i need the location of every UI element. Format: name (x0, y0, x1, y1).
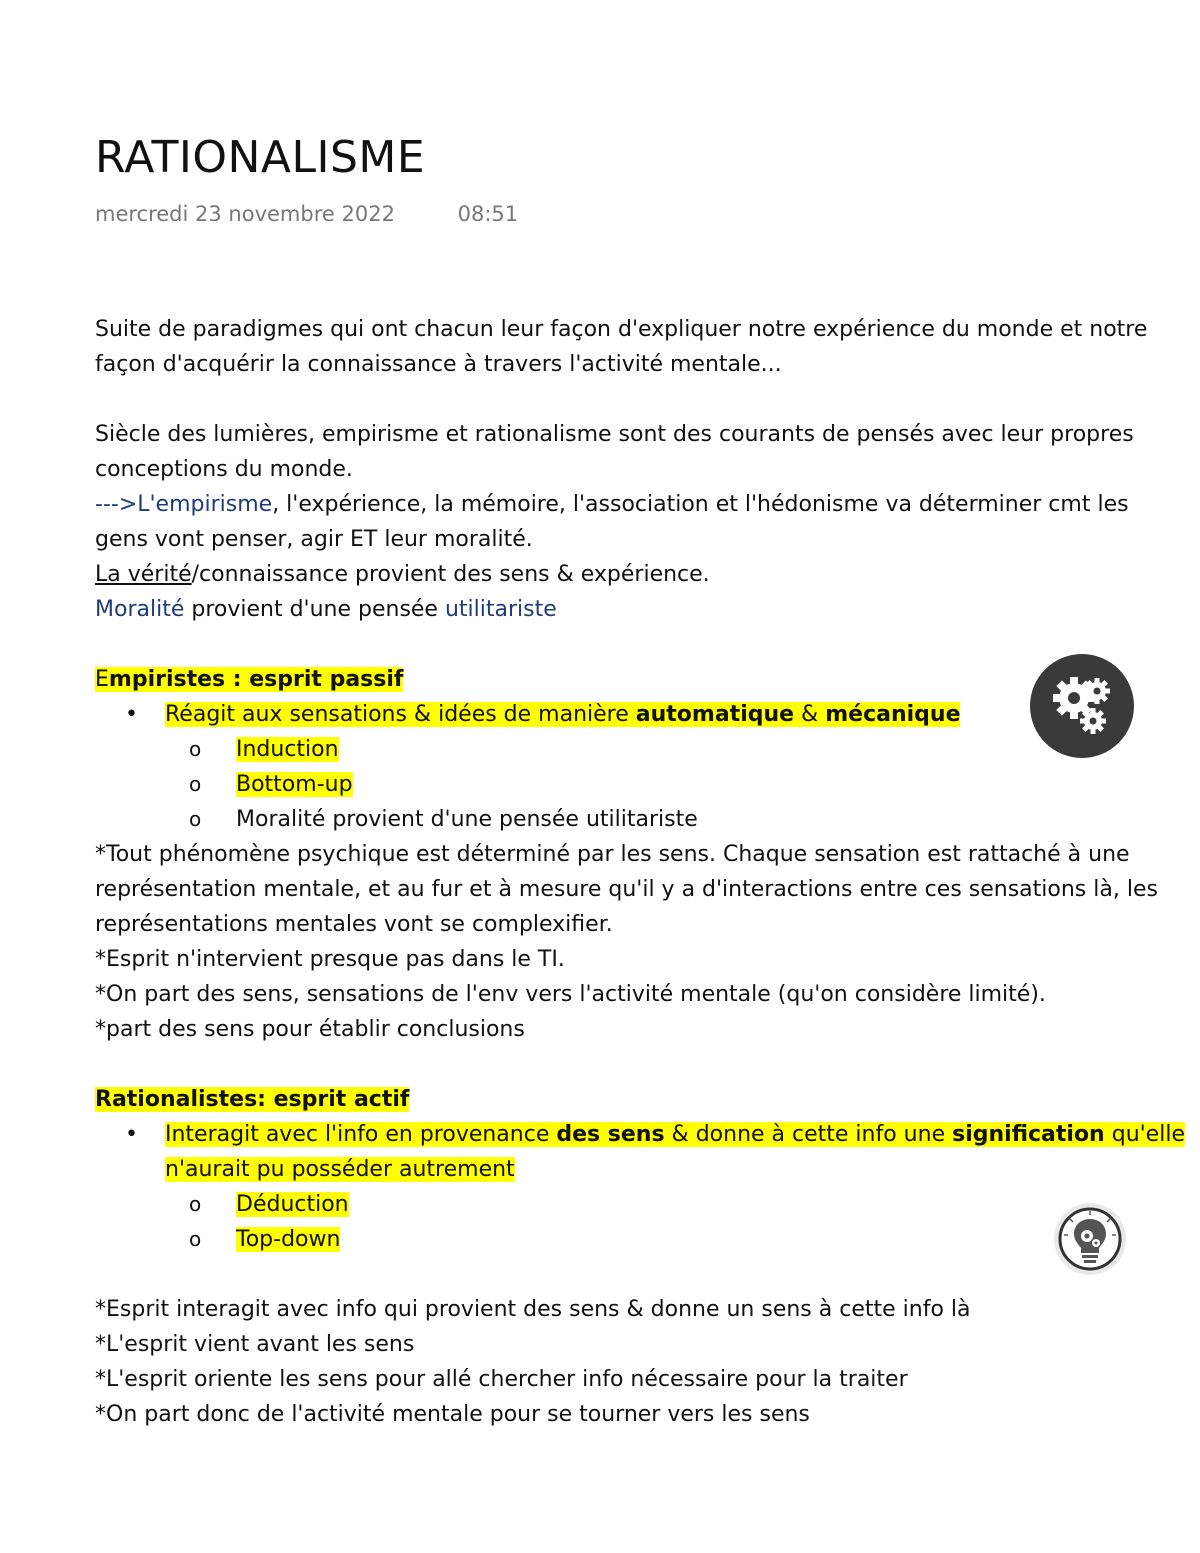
empiristes-note: représentation mentale, et au fur et à mesure qu'il y a d'interactions entre ces sensations là, les (95, 877, 1158, 902)
rationalistes-bullet-pre: Interagit avec l'info en provenance (165, 1122, 557, 1147)
empiristes-heading-e: E (95, 667, 109, 692)
empiristes-sub-item (95, 802, 1200, 837)
verite-line-text: /connaissance provient des sens & expérience. (191, 562, 710, 587)
empiristes-note: *Tout phénomène psychique est déterminé par les sens. Chaque sensation est rattaché à une (95, 842, 1130, 867)
rationalistes-sub-item (95, 1187, 1200, 1222)
bullet-icon: • (125, 1122, 138, 1147)
lightbulb-gear-icon (1050, 1203, 1130, 1283)
sub-item-text: Moralité provient d'une pensée utilitariste (236, 807, 698, 832)
moralite-mid: provient d'une pensée (184, 597, 445, 622)
rationalistes-bullet (95, 1117, 1200, 1152)
note-metadata (95, 202, 518, 226)
gears-icon (1030, 654, 1134, 758)
rationalistes-heading (95, 1082, 1200, 1117)
rationalistes-bullet-line-2: n'aurait pu posséder autrement (165, 1157, 515, 1182)
note-time: 08:51 (457, 202, 519, 226)
siecle-line-1: Siècle des lumières, empirisme et rationalisme sont des courants de pensés avec leur propres (95, 422, 1134, 447)
page-title: RATIONALISME (95, 132, 426, 183)
siecle-line-2: conceptions du monde. (95, 457, 353, 482)
empiristes-bullet-bold-1: automatique (635, 702, 795, 727)
rationalistes-note: *L'esprit vient avant les sens (95, 1332, 415, 1357)
bullet-icon: • (125, 702, 138, 727)
sub-item-text: Bottom-up (236, 772, 353, 797)
intro-line-1: Suite de paradigmes qui ont chacun leur façon d'expliquer notre expérience du monde et notre (95, 317, 1148, 342)
sub-item-text: Induction (236, 737, 339, 762)
sub-bullet-icon: o (189, 1192, 202, 1216)
rationalistes-bullet-bold-2: signification (952, 1122, 1105, 1147)
sub-bullet-icon: o (189, 1227, 202, 1251)
sub-item-text: Déduction (236, 1192, 349, 1217)
verite-text: La vérité (95, 562, 192, 587)
rationalistes-note: *L'esprit oriente les sens pour allé chercher info nécessaire pour la traiter (95, 1367, 908, 1392)
empiristes-note: *On part des sens, sensations de l'env vers l'activité mentale (qu'on considère limité). (95, 982, 1046, 1007)
empiristes-heading-rest: mpiristes : esprit passif (108, 667, 404, 692)
empiristes-note: *Esprit n'intervient presque pas dans le TI. (95, 947, 565, 972)
empirisme-line (95, 487, 1200, 522)
empiristes-sub-item (95, 767, 1200, 802)
intro-line-2: façon d'acquérir la connaissance à travers l'activité mentale... (95, 352, 782, 377)
rationalistes-sub-item (95, 1222, 1200, 1257)
empiristes-bullet-bold-2: mécanique (825, 702, 961, 727)
moralite-word: Moralité (95, 597, 185, 622)
rationalistes-heading-text: Rationalistes: esprit actif (95, 1087, 410, 1112)
moralite-line (95, 592, 1200, 627)
verite-line (95, 557, 1200, 592)
sub-bullet-icon: o (189, 807, 202, 831)
empiristes-note: *part des sens pour établir conclusions (95, 1017, 525, 1042)
rationalistes-bullet-bold-1: des sens (556, 1122, 665, 1147)
note-date: mercredi 23 novembre 2022 (95, 202, 395, 226)
empiristes-bullet-mid: & (794, 702, 826, 727)
empiristes-note: représentations mentales vont se complexifier. (95, 912, 613, 937)
utilitariste-word: utilitariste (444, 597, 557, 622)
sub-item-text: Top-down (236, 1227, 341, 1252)
sub-bullet-icon: o (189, 772, 202, 796)
rationalistes-bullet-mid: & donne à cette info une (664, 1122, 953, 1147)
note-body (95, 312, 1200, 1432)
rationalistes-bullet-post: qu'elle (1104, 1122, 1185, 1147)
rationalistes-bullet-continuation (95, 1152, 1200, 1187)
sub-bullet-icon: o (189, 737, 202, 761)
rationalistes-note: *Esprit interagit avec info qui provient des sens & donne un sens à cette info là (95, 1297, 971, 1322)
empirisme-link[interactable]: --->L'empirisme (95, 492, 273, 517)
empirisme-line-text: , l'expérience, la mémoire, l'association et l'hédonisme va déterminer cmt les (272, 492, 1129, 517)
empiristes-bullet-pre: Réagit aux sensations & idées de manière (165, 702, 636, 727)
rationalistes-note: *On part donc de l'activité mentale pour se tourner vers les sens (95, 1402, 810, 1427)
siecle-line-4: gens vont penser, agir ET leur moralité. (95, 527, 533, 552)
